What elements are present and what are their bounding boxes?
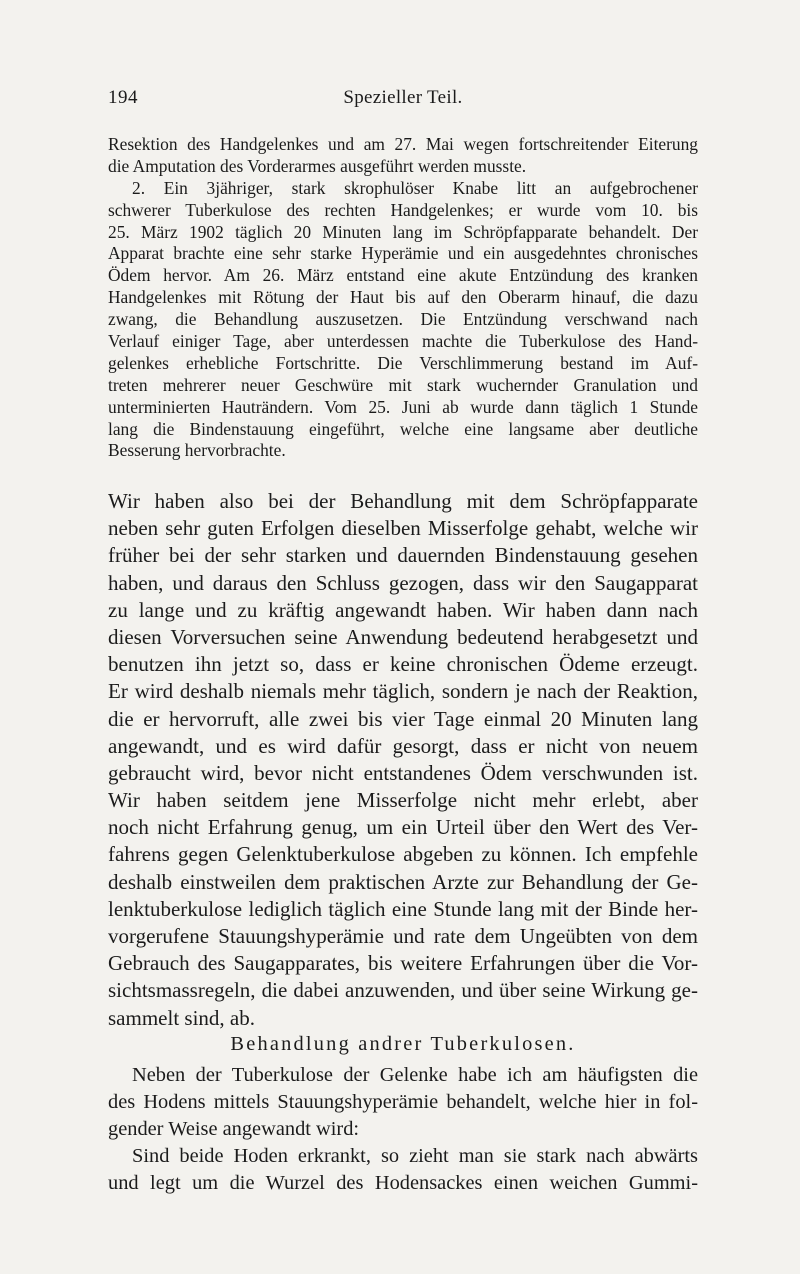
text-line: 25. März 1902 täglich 20 Minuten lang im Schröpfapparate behandelt. Der (108, 221, 698, 242)
text-line: gender Weise angewandt wird: (108, 1118, 360, 1140)
text-line: Resektion des Handgelenkes und am 27. Mai wegen fortschreitender Eiterung (108, 134, 698, 154)
text-line: Gebrauch des Saugapparates, bis weitere Erfahrungen über die Vor- (108, 951, 698, 976)
text-line: Besserung hervorbrachte. (108, 440, 286, 461)
text-line: und legt um die Wurzel des Hodensackes einen weichen Gummi- (108, 1172, 698, 1194)
running-head (108, 86, 698, 110)
text-line: noch nicht Erfahrung genug, um ein Urteil über den Wert des Ver- (108, 815, 698, 840)
text-line: Ödem hervor. Am 26. März entstand eine akute Entzündung des kranken (108, 265, 698, 286)
section-heading: Behandlung andrer Tuberkulosen. (230, 1033, 576, 1055)
text-line: fahrens gegen Gelenktuberkulose abgeben zu können. Ich empfehle (108, 842, 698, 867)
case-report-small-print (108, 134, 698, 462)
text-line: früher bei der sehr starken und dauernden Bindenstauung gesehen (108, 543, 698, 568)
text-line: des Hodens mittels Stauungshyperämie behandelt, welche hier in fol- (108, 1091, 698, 1113)
text-line: zwang, die Behandlung auszusetzen. Die Entzündung verschwand nach (108, 309, 698, 330)
text-line: lenktuberkulose lediglich täglich eine Stunde lang mit der Binde her- (108, 896, 698, 921)
text-line: die er hervorruft, alle zwei bis vier Tage einmal 20 Minuten lang (108, 706, 698, 731)
text-line: neben sehr guten Erfolgen dieselben Misserfolge gehabt, welche wir (108, 516, 698, 541)
text-line: sammelt sind, ab. (108, 1005, 255, 1030)
text-line: schwerer Tuberkulose des rechten Handgelenkes; er wurde vom 10. bis (108, 199, 698, 220)
text-line: angewandt, und es wird dafür gesorgt, dass er nicht von neuem (108, 733, 698, 758)
text-line: lang die Bindenstauung eingeführt, welche eine langsame aber deutliche (108, 418, 698, 439)
text-line: treten mehrerer neuer Geschwüre mit stark wuchernder Granulation und (108, 374, 698, 395)
text-line: gelenkes erhebliche Fortschritte. Die Verschlimmerung bestand im Auf- (108, 352, 698, 373)
text-line: Er wird deshalb niemals mehr täglich, sondern je nach der Reaktion, (108, 679, 698, 704)
text-line: unterminierten Hauträndern. Vom 25. Juni ab wurde dann täglich 1 Stunde (108, 396, 698, 417)
main-paragraph (108, 488, 698, 1032)
text-line: Sind beide Hoden erkrankt, so zieht man sie stark nach abwärts (132, 1145, 698, 1167)
running-title: Spezieller Teil. (343, 87, 463, 108)
text-line: Handgelenkes mit Rötung der Haut bis auf den Oberarm hinauf, die dazu (108, 287, 698, 308)
text-line: Apparat brachte eine sehr starke Hyperämie und ein ausgedehntes chronisches (108, 243, 698, 264)
text-line: vorgerufene Stauungshyperämie und rate dem Ungeübten von dem (108, 924, 698, 948)
text-line: Neben der Tuberkulose der Gelenke habe ich am häufigsten die (132, 1064, 698, 1086)
text-line: die Amputation des Vorderarmes ausgeführt werden musste. (108, 155, 527, 176)
text-line: haben, und daraus den Schluss gezogen, dass wir den Saugapparat (108, 570, 698, 595)
text-line: gebraucht wird, bevor nicht entstandenes Ödem verschwunden ist. (108, 760, 698, 785)
text-line: Wir haben seitdem jene Misserfolge nicht mehr erlebt, aber (108, 788, 698, 813)
text-line: zu lange und zu kräftig angewandt haben. Wir haben dann nach (108, 597, 698, 622)
text-line: benutzen ihn jetzt so, dass er keine chronischen Ödeme erzeugt. (108, 652, 698, 677)
text-line: diesen Vorversuchen seine Anwendung bedeutend herabgesetzt und (108, 624, 698, 649)
text-line: 2. Ein 3jähriger, stark skrophulöser Knabe litt an aufgebrochener (132, 177, 698, 198)
page-number: 194 (108, 87, 138, 108)
text-line: Verlauf einiger Tage, aber unterdessen machte die Tuberkulose des Hand- (108, 331, 698, 352)
text-line: Wir haben also bei der Behandlung mit dem Schröpfapparate (108, 489, 698, 513)
section-other-tuberculoses (108, 1030, 698, 1197)
text-line: sichtsmassregeln, die dabei anzuwenden, und über seine Wirkung ge- (108, 978, 698, 1003)
text-line: deshalb einstweilen dem praktischen Arzte zur Behandlung der Ge- (108, 869, 698, 894)
